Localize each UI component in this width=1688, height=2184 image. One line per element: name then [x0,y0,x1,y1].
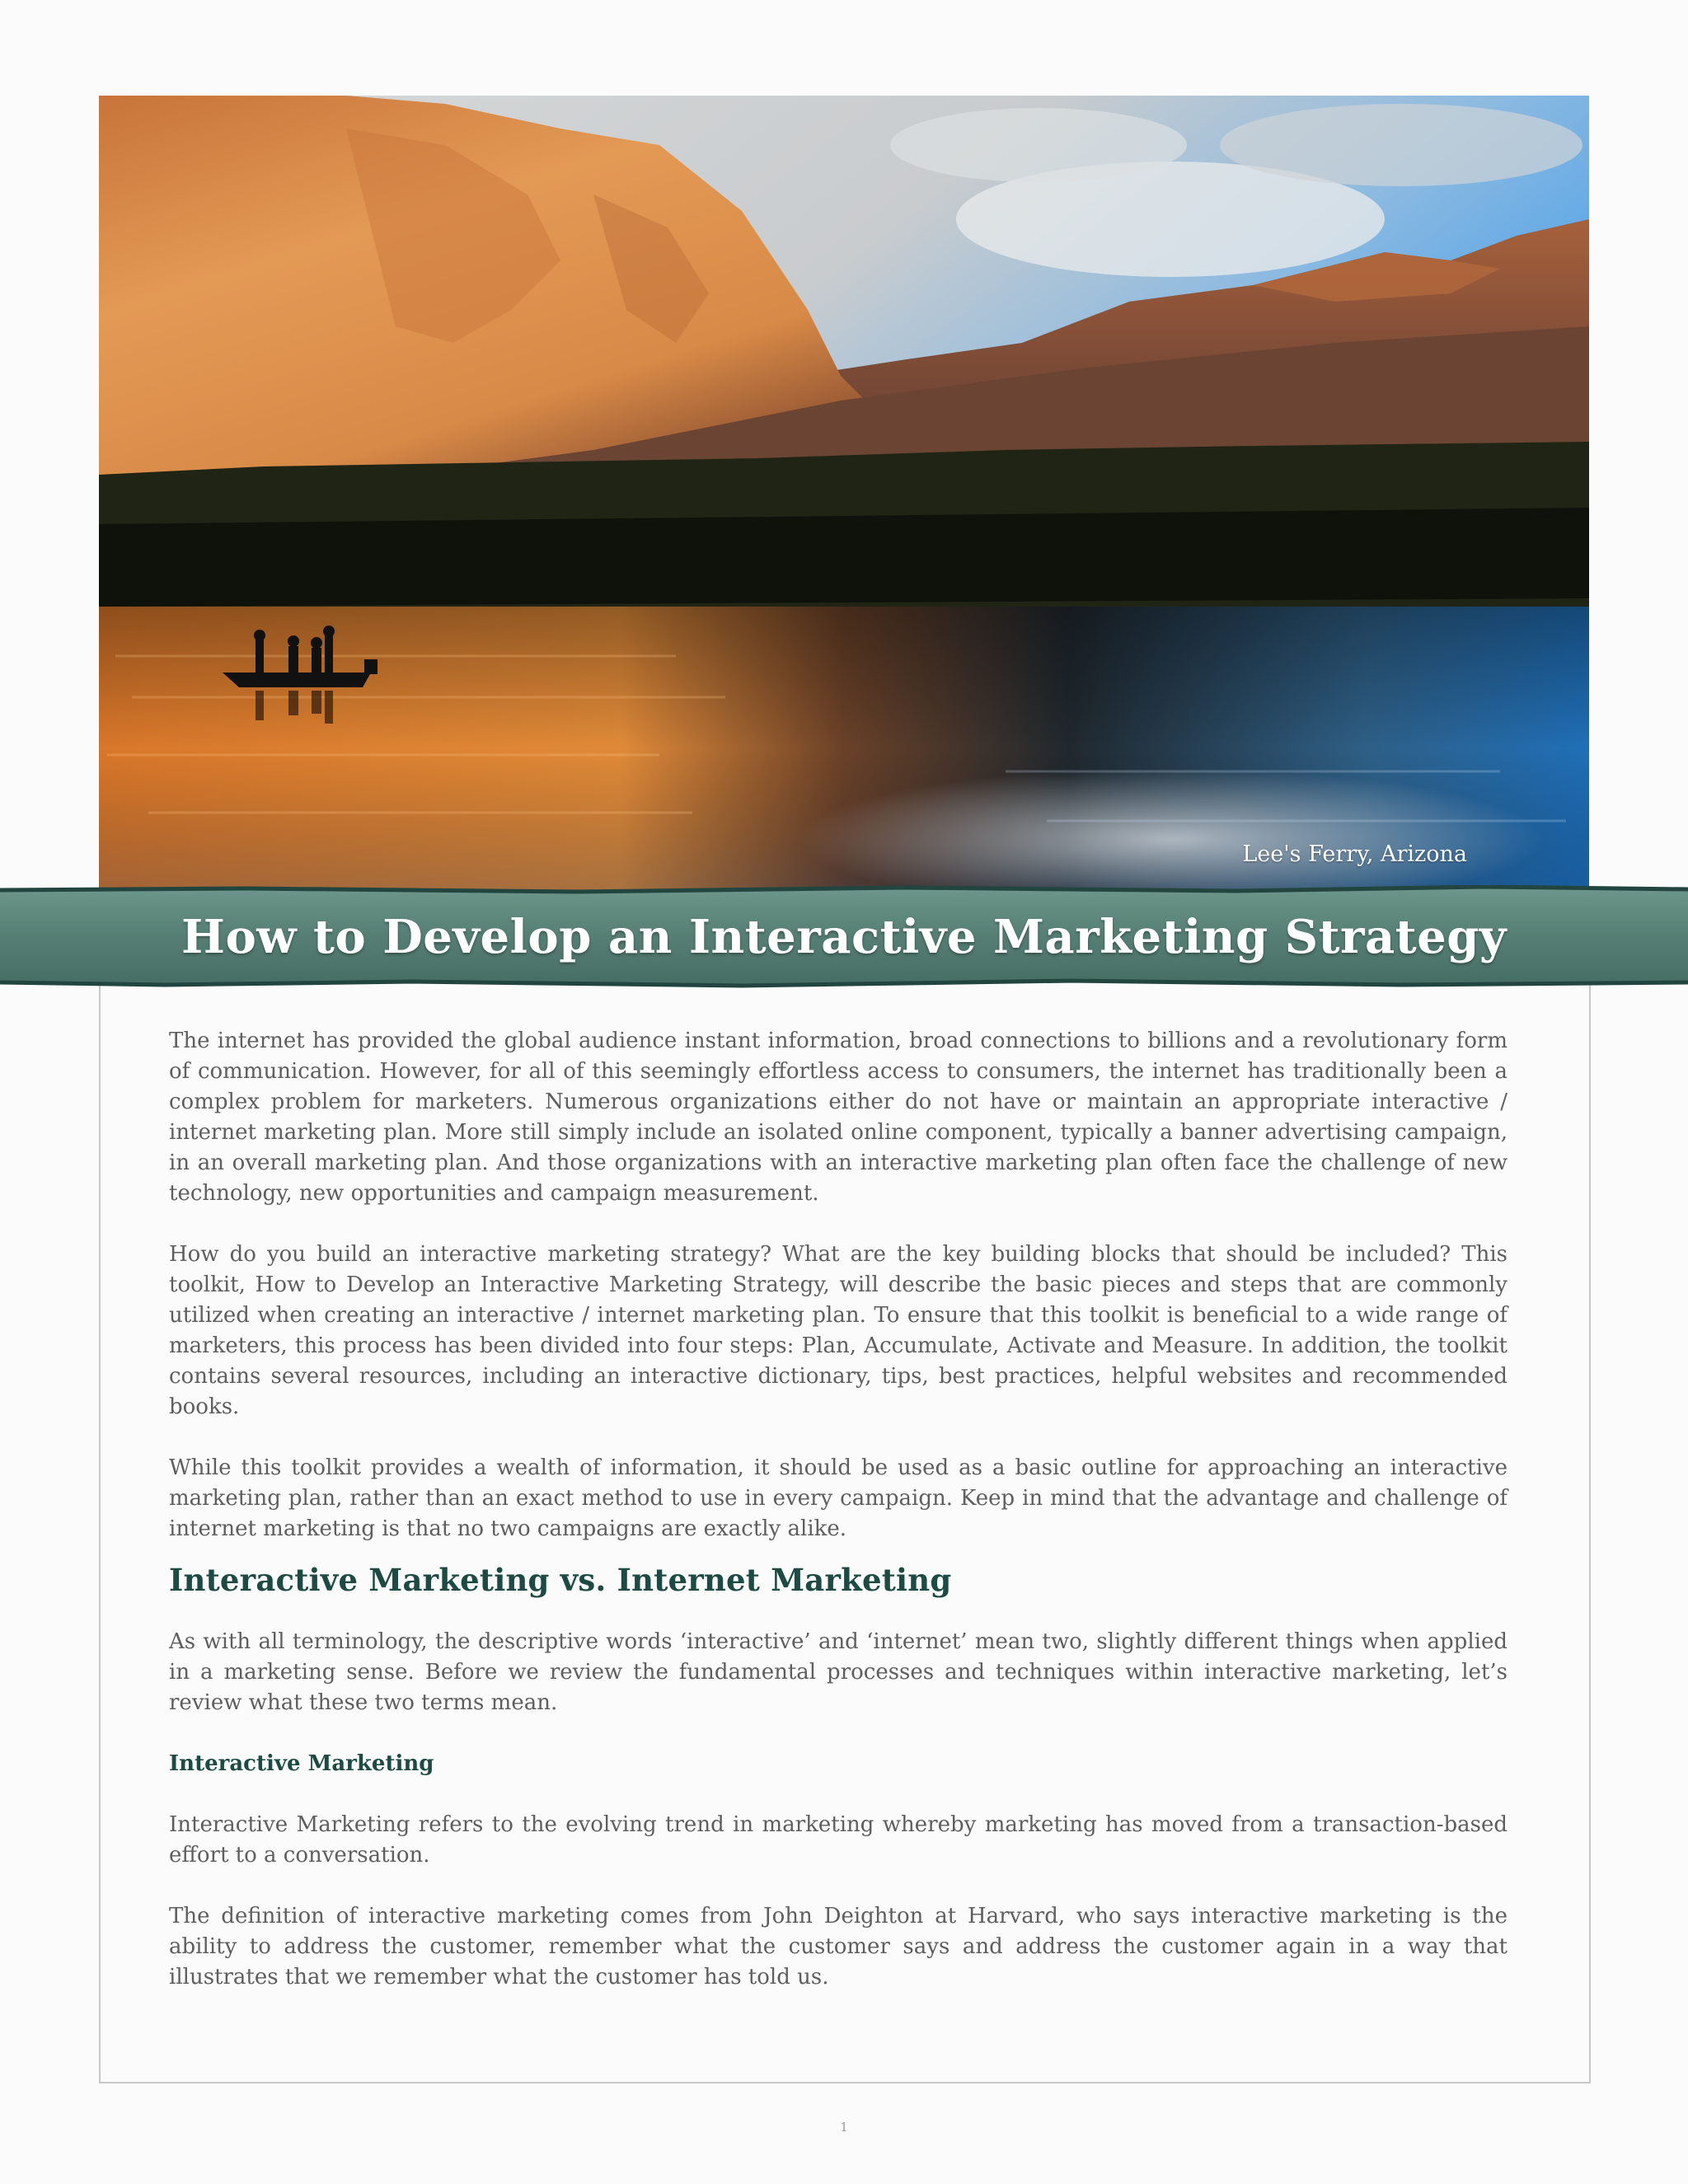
subsection-heading: Interactive Marketing [169,1751,434,1776]
title-banner [0,885,1688,994]
section-heading: Interactive Marketing vs. Internet Marketing [169,1562,952,1598]
page-number: 1 [840,2120,848,2135]
section-paragraph: As with all terminology, the descriptive words ‘interactive’ and ‘internet’ mean two, slightly different things when applied in a marketing sense. Before we review the fundamental processes and techniques within interactive marketing, let’s review what these two terms mean. [169,1629,1507,1715]
landscape-image [99,96,1589,890]
intro-paragraph-3: While this toolkit provides a wealth of information, it should be used as a basic outline for approaching an interactive marketing plan, rather than an exact method to use in every campaign. Keep in mind that the advantage and challenge of internet marketing is that no two campaigns are exactly alike. [169,1455,1507,1541]
article-body [169,1026,1507,2023]
intro-paragraph-2: How do you build an interactive marketing strategy? What are the key building blocks that should be included? This toolkit, How to Develop an Interactive Marketing Strategy, will describe the basic pieces and steps that are commonly utilized when creating an interactive / internet marketing plan. To ensure that this toolkit is beneficial to a wide range of marketers, this process has been divided into four steps: Plan, Accumulate, Activate and Measure. In addition, the toolkit contains several resources, including an interactive dictionary, tips, best practices, helpful websites and recommended books. [169,1242,1507,1419]
photo-caption: Lee's Ferry, Arizona [1242,841,1467,867]
page-title: How to Develop an Interactive Marketing Strategy [181,910,1507,964]
hero-photo [99,96,1589,890]
subsection-paragraph-1: Interactive Marketing refers to the evolving trend in marketing whereby marketing has moved from a transaction-based effort to a conversation. [169,1812,1507,1868]
subsection-paragraph-2: The definition of interactive marketing comes from John Deighton at Harvard, who says interactive marketing is the ability to address the customer, remember what the customer says and address the customer again in a way that illustrates that we remember what the customer has told us. [169,1904,1507,1990]
intro-paragraph-1: The internet has provided the global audience instant information, broad connections to billions and a revolutionary form of communication. However, for all of this seemingly effortless access to consumers, the internet has traditionally been a complex problem for marketers. Numerous organizations either do not have or maintain an appropriate interactive / internet marketing plan. More still simply include an isolated online component, typically a banner advertising campaign, in an overall marketing plan. And those organizations with an interactive marketing plan often face the challenge of new technology, new opportunities and campaign measurement. [169,1029,1507,1206]
